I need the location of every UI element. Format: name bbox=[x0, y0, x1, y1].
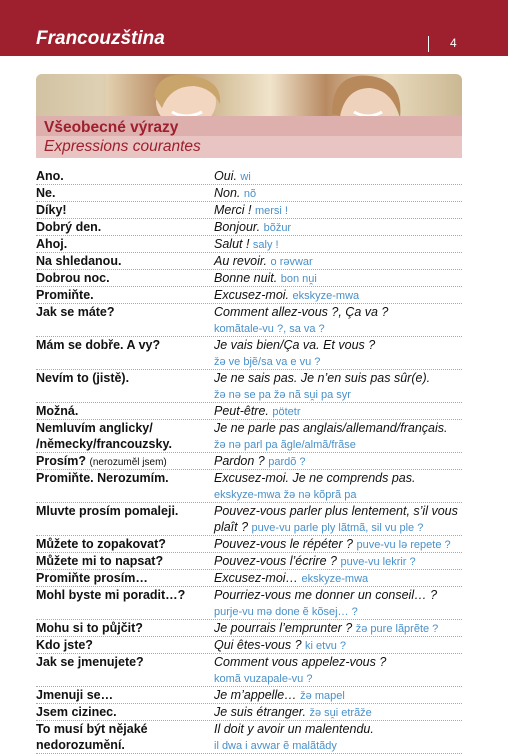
czech-text: Díky! bbox=[36, 203, 67, 217]
czech-phrase bbox=[36, 270, 212, 286]
czech-text: Nevím to (jistě). bbox=[36, 371, 130, 385]
phrase-row bbox=[36, 620, 462, 637]
french-phrase bbox=[214, 637, 462, 654]
phrase-row bbox=[36, 287, 462, 304]
czech-phrase bbox=[36, 704, 212, 720]
pronunciation: bon nṷi bbox=[280, 273, 317, 285]
phrase-row bbox=[36, 536, 462, 553]
french-text: Qui êtes-vous ? bbox=[214, 638, 302, 652]
french-text: Pouvez-vous parler plus lentement, s’il vous bbox=[214, 504, 458, 518]
phrase-row bbox=[36, 403, 462, 420]
french-text: Oui. bbox=[214, 169, 237, 183]
phrase-row bbox=[36, 270, 462, 287]
french-phrase bbox=[214, 721, 462, 754]
french-phrase bbox=[214, 687, 462, 704]
french-phrase bbox=[214, 587, 462, 620]
czech-phrase bbox=[36, 553, 212, 569]
pronunciation: pardõ ? bbox=[268, 456, 306, 468]
phrase-list bbox=[36, 168, 462, 754]
french-text: Je m’appelle… bbox=[214, 688, 297, 702]
phrase-row bbox=[36, 253, 462, 270]
czech-phrase bbox=[36, 687, 212, 703]
pronunciation: puve-vu parle ply lãtmã, sil vu ple ? bbox=[251, 522, 424, 534]
czech-phrase bbox=[36, 470, 212, 486]
czech-text: Mohu si to půjčit? bbox=[36, 621, 143, 635]
french-text: Non. bbox=[214, 186, 241, 200]
phrase-row bbox=[36, 185, 462, 202]
phrase-row bbox=[36, 721, 462, 754]
french-text: Pouvez-vous le répéter ? bbox=[214, 537, 353, 551]
pronunciation: puve-vu lə repete ? bbox=[356, 539, 451, 551]
french-phrase bbox=[214, 536, 462, 553]
french-text: Bonne nuit. bbox=[214, 271, 278, 285]
czech-text: Nemluvím anglicky/ bbox=[36, 421, 153, 435]
french-phrase bbox=[214, 420, 462, 453]
french-phrase bbox=[214, 270, 462, 287]
phrase-row bbox=[36, 687, 462, 704]
pronunciation: žə mapel bbox=[300, 690, 345, 702]
pronunciation: ki etvu ? bbox=[305, 640, 346, 652]
french-text: Pourriez-vous me donner un conseil… ? bbox=[214, 588, 438, 602]
czech-text: Kdo jste? bbox=[36, 638, 93, 652]
pronunciation: o rəvwar bbox=[270, 256, 313, 268]
french-phrase bbox=[214, 202, 462, 219]
pronunciation: saly ! bbox=[252, 239, 279, 251]
phrase-row bbox=[36, 553, 462, 570]
phrase-row bbox=[36, 370, 462, 403]
czech-phrase bbox=[36, 570, 212, 586]
pronunciation: pötetr bbox=[272, 406, 301, 418]
french-phrase bbox=[214, 553, 462, 570]
french-phrase bbox=[214, 253, 462, 270]
czech-phrase bbox=[36, 253, 212, 269]
french-text: Pardon ? bbox=[214, 454, 265, 468]
french-phrase bbox=[214, 470, 462, 503]
czech-text: To musí být nějaké bbox=[36, 722, 148, 736]
pronunciation: ekskyze-mwa žə nə kõprã pa bbox=[214, 489, 357, 501]
czech-text: Jsem cizinec. bbox=[36, 705, 117, 719]
french-text: Bonjour. bbox=[214, 220, 261, 234]
czech-text: Dobrou noc. bbox=[36, 271, 110, 285]
french-text: Il doit y avoir un malentendu. bbox=[214, 722, 374, 736]
french-text: Merci ! bbox=[214, 203, 252, 217]
phrase-row bbox=[36, 202, 462, 219]
french-text: Je pourrais l’emprunter ? bbox=[214, 621, 353, 635]
french-phrase bbox=[214, 168, 462, 185]
czech-text: Prosím? bbox=[36, 454, 87, 468]
pronunciation: nõ bbox=[243, 188, 257, 200]
czech-text: Možná. bbox=[36, 404, 79, 418]
french-phrase bbox=[214, 654, 462, 687]
czech-text: Jak se jmenujete? bbox=[36, 655, 144, 669]
page-number: 4 bbox=[450, 36, 457, 50]
french-text: Au revoir. bbox=[214, 254, 268, 268]
phrase-row bbox=[36, 570, 462, 587]
phrase-row bbox=[36, 503, 462, 536]
czech-text: Na shledanou. bbox=[36, 254, 122, 268]
phrase-row bbox=[36, 236, 462, 253]
french-text: Excusez-moi. Je ne comprends pas. bbox=[214, 471, 416, 485]
czech-text: Ne. bbox=[36, 186, 56, 200]
czech-text: Mám se dobře. A vy? bbox=[36, 338, 161, 352]
czech-phrase bbox=[36, 185, 212, 201]
french-phrase bbox=[214, 185, 462, 202]
pronunciation: ekskyze-mwa bbox=[301, 573, 369, 585]
pronunciation: komãtale-vu ?, sa va ? bbox=[214, 323, 325, 335]
czech-phrase bbox=[36, 168, 212, 184]
french-phrase bbox=[214, 304, 462, 337]
czech-text-line2: nedorozumění. bbox=[36, 738, 125, 752]
phrase-row bbox=[36, 470, 462, 503]
phrase-row bbox=[36, 453, 462, 470]
french-text: Comment vous appelez-vous ? bbox=[214, 655, 387, 669]
french-text: Je ne sais pas. Je n’en suis pas sûr(e). bbox=[214, 371, 431, 385]
pronunciation: komã vuzapale-vu ? bbox=[214, 673, 313, 685]
french-phrase bbox=[214, 453, 462, 470]
page-header bbox=[0, 0, 508, 56]
czech-text: Jak se máte? bbox=[36, 305, 115, 319]
czech-text-line2: /německy/francouzsky. bbox=[36, 437, 172, 451]
pronunciation: bõžur bbox=[263, 222, 292, 234]
phrase-row bbox=[36, 637, 462, 654]
czech-phrase bbox=[36, 637, 212, 653]
header-divider bbox=[428, 36, 429, 52]
pronunciation: žə ve bjẽ/sa va e vu ? bbox=[214, 356, 321, 368]
pronunciation: žə pure lãprẽte ? bbox=[355, 623, 439, 635]
czech-phrase bbox=[36, 370, 212, 386]
french-text: Salut ! bbox=[214, 237, 250, 251]
section-title: Všeobecné výrazy bbox=[44, 119, 179, 136]
french-phrase bbox=[214, 403, 462, 420]
pronunciation: purje-vu mə done ẽ kõsej… ? bbox=[214, 606, 358, 618]
czech-phrase bbox=[36, 337, 212, 353]
phrase-row bbox=[36, 337, 462, 370]
czech-text: Můžete to zopakovat? bbox=[36, 537, 166, 551]
czech-phrase bbox=[36, 236, 212, 252]
french-text-line2: plaît ? bbox=[214, 520, 249, 534]
czech-phrase bbox=[36, 587, 212, 603]
french-phrase bbox=[214, 370, 462, 403]
phrase-row bbox=[36, 304, 462, 337]
french-phrase bbox=[214, 287, 462, 304]
phrase-row bbox=[36, 654, 462, 687]
pronunciation: il dwa i avwar ẽ malãtãdy bbox=[214, 740, 337, 752]
pronunciation: žə nə parl pa ãgle/almã/frãse bbox=[214, 439, 356, 451]
czech-text: Promiňte. bbox=[36, 288, 94, 302]
czech-phrase bbox=[36, 202, 212, 218]
pronunciation: puve-vu lekrir ? bbox=[340, 556, 416, 568]
czech-phrase bbox=[36, 536, 212, 552]
czech-text: Ahoj. bbox=[36, 237, 68, 251]
french-text: Je vais bien/Ça va. Et vous ? bbox=[214, 338, 376, 352]
czech-phrase bbox=[36, 219, 212, 235]
french-text: Peut-être. bbox=[214, 404, 269, 418]
czech-text: Promiňte. Nerozumím. bbox=[36, 471, 169, 485]
french-phrase bbox=[214, 503, 462, 536]
french-text: Je ne parle pas anglais/allemand/français. bbox=[214, 421, 448, 435]
page-title: Francouzština bbox=[36, 28, 165, 49]
czech-phrase bbox=[36, 620, 212, 636]
czech-phrase bbox=[36, 721, 212, 753]
french-text: Excusez-moi… bbox=[214, 571, 299, 585]
czech-note: (nerozuměl jsem) bbox=[89, 457, 167, 468]
pronunciation: mersi ! bbox=[254, 205, 288, 217]
phrase-row bbox=[36, 168, 462, 185]
czech-phrase bbox=[36, 403, 212, 419]
french-text: Je suis étranger. bbox=[214, 705, 306, 719]
french-phrase bbox=[214, 236, 462, 253]
czech-text: Jmenuji se… bbox=[36, 688, 114, 702]
czech-phrase bbox=[36, 304, 212, 320]
czech-text: Ano. bbox=[36, 169, 64, 183]
pronunciation: wi bbox=[240, 171, 251, 183]
czech-text: Můžete mi to napsat? bbox=[36, 554, 164, 568]
pronunciation: žə nə se pa žə nã sṷi pa syr bbox=[214, 389, 351, 401]
french-phrase bbox=[214, 620, 462, 637]
czech-phrase bbox=[36, 453, 212, 471]
french-text: Pouvez-vous l’écrire ? bbox=[214, 554, 337, 568]
section-subtitle: Expressions courantes bbox=[44, 138, 201, 155]
phrase-row bbox=[36, 704, 462, 721]
czech-phrase bbox=[36, 287, 212, 303]
phrase-row bbox=[36, 219, 462, 236]
french-phrase bbox=[214, 219, 462, 236]
french-phrase bbox=[214, 337, 462, 370]
czech-phrase bbox=[36, 503, 212, 519]
french-phrase bbox=[214, 704, 462, 721]
phrase-row bbox=[36, 420, 462, 453]
phrase-row bbox=[36, 587, 462, 620]
czech-text: Promiňte prosím… bbox=[36, 571, 148, 585]
czech-text: Dobrý den. bbox=[36, 220, 102, 234]
pronunciation: ekskyze-mwa bbox=[292, 290, 360, 302]
french-text: Comment allez-vous ?, Ça va ? bbox=[214, 305, 389, 319]
pronunciation: žə sṷi etrãže bbox=[309, 707, 372, 719]
czech-text: Mohl byste mi poradit…? bbox=[36, 588, 186, 602]
czech-text: Mluvte prosím pomaleji. bbox=[36, 504, 179, 518]
french-text: Excusez-moi. bbox=[214, 288, 290, 302]
czech-phrase bbox=[36, 654, 212, 670]
french-phrase bbox=[214, 570, 462, 587]
czech-phrase bbox=[36, 420, 212, 452]
